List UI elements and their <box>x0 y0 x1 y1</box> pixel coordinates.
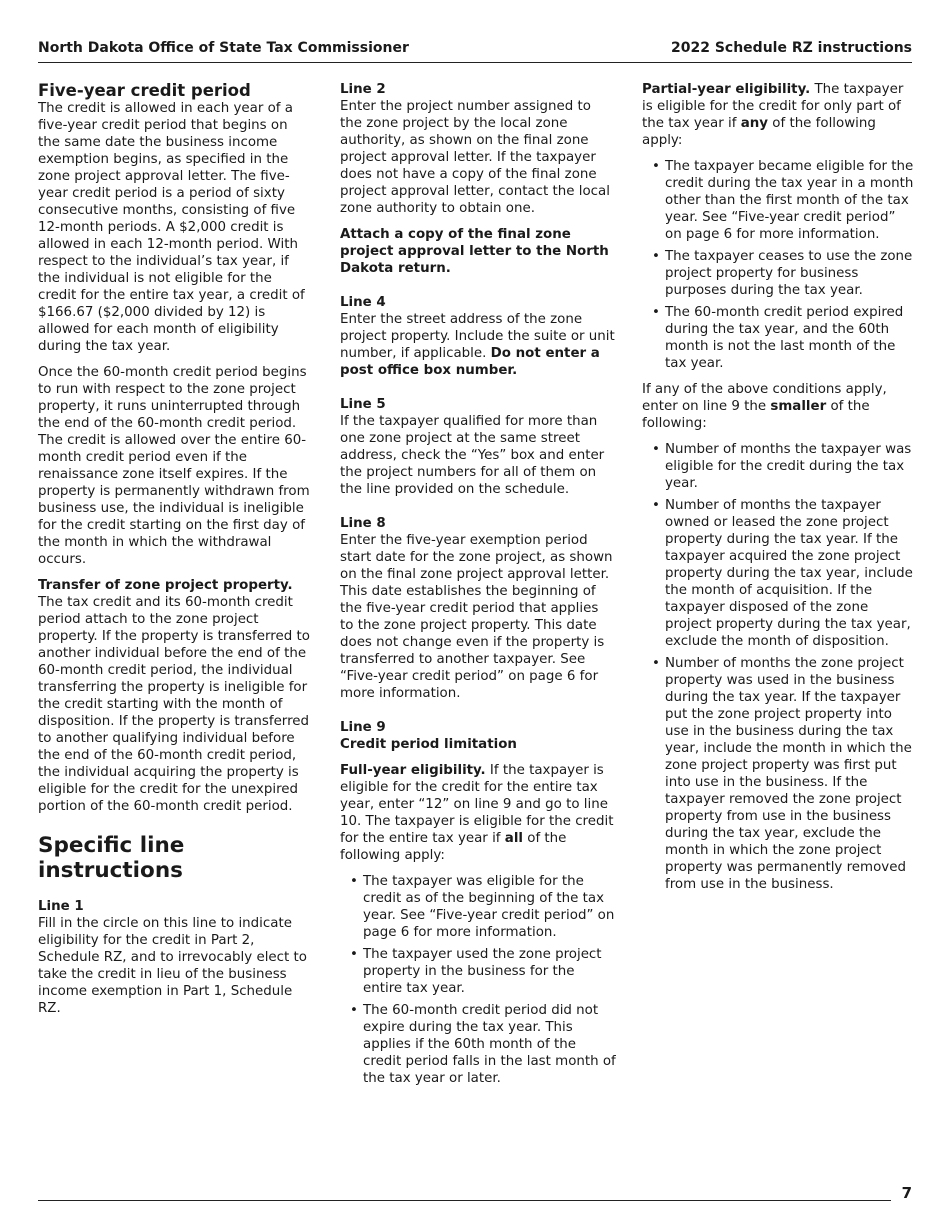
line-1-heading: Line 1 <box>38 899 84 914</box>
column-3 <box>642 81 914 902</box>
specific-line-instructions-heading: Specific line instructions <box>38 833 185 883</box>
conditions-paragraph <box>642 381 914 432</box>
full-year-paragraph <box>340 762 616 864</box>
full-year-text-b: of the following apply: <box>340 831 567 863</box>
line-4-text: Enter the street address of the zone project property. Include the suite or unit number, if applicable. <box>340 312 615 361</box>
partial-year-text-a: The taxpayer is eligible for the credit for only part of the tax year if <box>642 82 904 131</box>
list-item: • Number of months the taxpayer was eligible for the credit during the tax year. <box>665 441 914 492</box>
conditions-text-a: If any of the above conditions apply, enter on line 9 the <box>642 382 887 414</box>
list-item: • The taxpayer was eligible for the credit as of the beginning of the tax year. See “Five-year credit period” on page 6 for more information. <box>363 873 616 941</box>
line-4-paragraph <box>340 311 616 379</box>
full-year-bold-word: all <box>504 831 523 846</box>
page-header <box>38 40 912 63</box>
partial-year-paragraph <box>642 81 914 149</box>
line-8-paragraph: Enter the five-year exemption period start date for the zone project, as shown on the final zone project approval letter. This date establishes the beginning of the five-year credit period that applies to the zone project property. This date does not change even if the property is transferred to another taxpayer. See “Five-year credit period” on page 6 for more information. <box>340 533 613 701</box>
full-year-text-a: If the taxpayer is eligible for the credit for the entire tax year, enter “12” on line 9 and go to line 10. The taxpayer is eligible for the credit for the entire tax year if <box>340 763 614 846</box>
line-4-bold-text: Do not enter a post office box number. <box>340 346 600 378</box>
list-item: • The 60-month credit period expired during the tax year, and the 60th month is not the last month of the tax year. <box>665 304 914 372</box>
line-4-heading: Line 4 <box>340 295 386 310</box>
list-item: • The 60-month credit period did not expire during the tax year. This applies if the 60th month of the credit period falls in the last month of the tax year or later. <box>363 1002 616 1087</box>
list-item: • The taxpayer became eligible for the credit during the tax year in a month other than the first month of the tax year. See “Five-year credit period” on page 6 for more information. <box>665 158 914 243</box>
line-9-heading: Line 9 <box>340 720 386 735</box>
list-item: • The taxpayer ceases to use the zone project property for business purposes during the tax year. <box>665 248 914 299</box>
header-document-title: 2022 Schedule RZ instructions <box>670 40 912 56</box>
conditions-bold-word: smaller <box>770 399 827 414</box>
transfer-heading: Transfer of zone project property. <box>38 578 293 593</box>
list-item: • Number of months the zone project property was used in the business during the tax year. If the taxpayer put the zone project property into use in the business during the tax year, include the month in which the zone project property was first put into use in the business. If the taxpayer removed the zone project property from use in the business during the tax year, exclude the month in which the zone project property was permanently removed from use in the business. <box>665 655 914 893</box>
list-item: • Number of months the taxpayer owned or leased the zone project property during the tax year. If the taxpayer acquired the zone project property during the tax year, include the month of acquisition. If the taxpayer disposed of the zone project property during the tax year, exclude the month of disposition. <box>665 497 914 650</box>
footer-rule <box>38 1200 891 1201</box>
five-year-paragraph-2: Once the 60-month credit period begins to run with respect to the zone project property, it runs uninterrupted through the end of the 60-month credit period. The credit is allowed over the entire 60-month credit period even if the renaissance zone itself expires. If the property is permanently withdrawn from business use, the individual is ineligible for the credit starting on the first day of the month in which the withdrawal occurs. <box>38 365 310 567</box>
line-5-heading: Line 5 <box>340 397 386 412</box>
line-9-subheading: Credit period limitation <box>340 737 517 752</box>
partial-year-bold-word: any <box>740 116 769 131</box>
full-year-label: Full-year eligibility. <box>340 763 486 778</box>
line-1-paragraph: Fill in the circle on this line to indicate eligibility for the credit in Part 2, Schedule RZ, and to irrevocably elect to take the credit in lieu of the business income exemption in Part 1, Schedule RZ. <box>38 916 307 1016</box>
page-number: 7 <box>901 1184 912 1202</box>
column-2 <box>340 81 616 1096</box>
line-2-attach-note: Attach a copy of the final zone project approval letter to the North Dakota return. <box>340 227 609 276</box>
five-year-paragraph-1: The credit is allowed in each year of a five-year credit period that begins on the same date the business income exemption begins, as specified in the zone project approval letter. The five-year credit period is a period of sixty consecutive months, consisting of five 12-month periods. A $2,000 credit is allowed in each 12-month period. With respect to the individual’s tax year, if the individual is not eligible for the credit for the entire tax year, a credit of $166.67 ($2,000 divided by 12) is allowed for each month of eligibility during the tax year. <box>38 101 305 354</box>
partial-year-text-b: of the following apply: <box>642 116 876 148</box>
transfer-paragraph: The tax credit and its 60-month credit period attach to the zone project property. If the property is transferred to another individual before the end of the 60-month credit period, the individual transferring the property is ineligible for the credit starting with the month of disposition. If the property is transferred to another qualifying individual before the end of the 60-month credit period, the individual acquiring the property is eligible for the credit for the unexpired portion of the 60-month credit period. <box>38 595 310 814</box>
line-5-paragraph: If the taxpayer qualified for more than one zone project at the same street address, check the “Yes” box and enter the project numbers for all of them on the line provided on the schedule. <box>340 414 605 497</box>
column-1 <box>38 81 313 1026</box>
conditions-text-b: of the following: <box>642 399 870 431</box>
header-agency: North Dakota Office of State Tax Commissioner <box>38 40 409 56</box>
five-year-credit-heading: Five-year credit period <box>38 81 251 100</box>
partial-year-label: Partial-year eligibility. <box>642 82 811 97</box>
list-item: • The taxpayer used the zone project property in the business for the entire tax year. <box>363 946 616 997</box>
full-year-conditions-list <box>340 873 616 1087</box>
partial-year-conditions-list <box>642 158 914 372</box>
smaller-of-list <box>642 441 914 893</box>
line-8-heading: Line 8 <box>340 516 386 531</box>
line-2-paragraph: Enter the project number assigned to the zone project by the local zone authority, as shown on the final zone project approval letter. If the taxpayer does not have a copy of the final zone project approval letter, contact the local zone authority to obtain one. <box>340 99 610 216</box>
line-2-heading: Line 2 <box>340 82 386 97</box>
